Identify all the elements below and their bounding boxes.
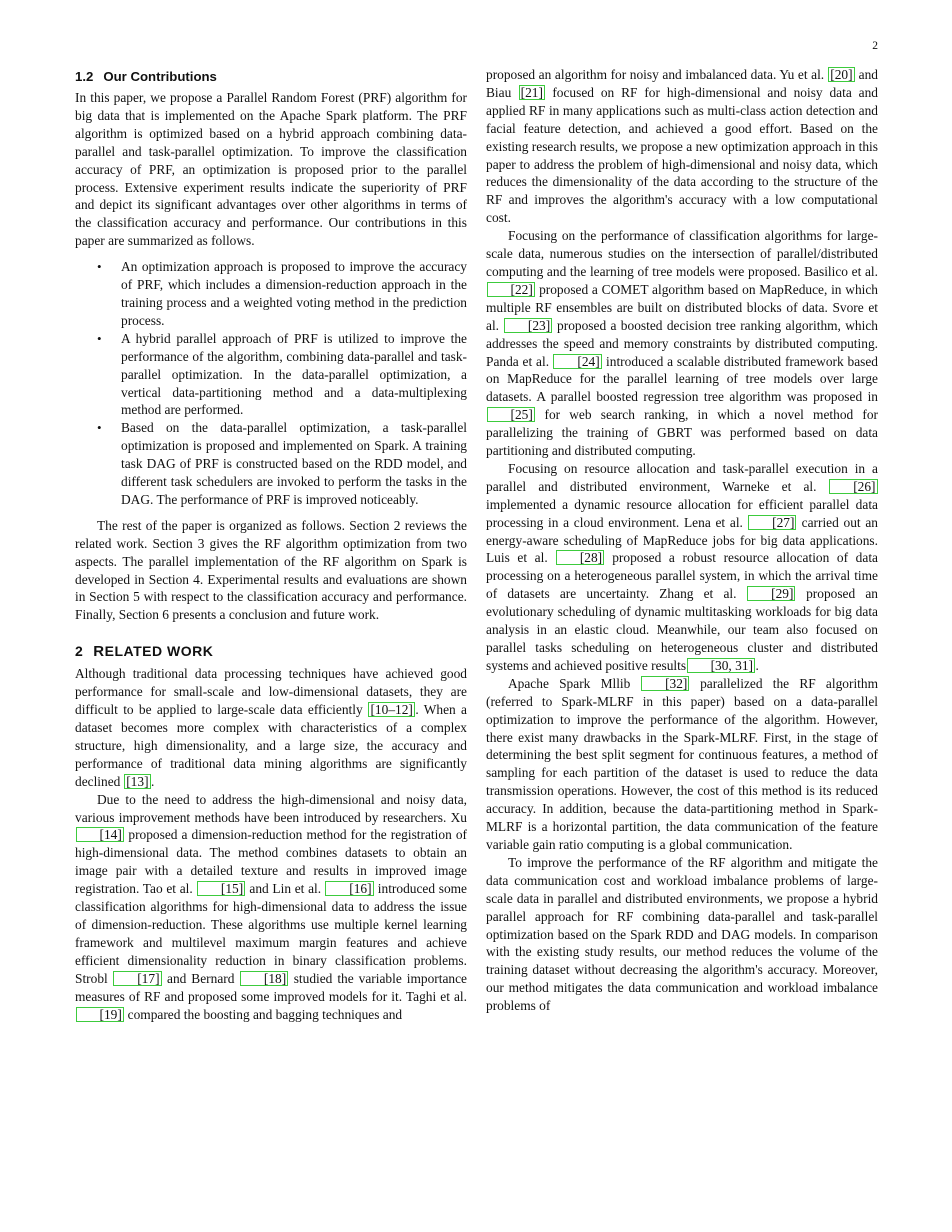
text-run: Due to the need to address the high-dimensional and noisy data, various improvement methods have been introduced by researchers. Xu <box>75 791 467 825</box>
bullet-icon: • <box>97 330 102 346</box>
intro-paragraph: In this paper, we propose a Parallel Random Forest (PRF) algorithm for big data that is implemented on the Apache Spark platform. The PRF algorithm is optimized based on a hybrid approach combining data-parallel and task-parallel optimization. To improve the classification accuracy of PRF, an optimization is proposed prior to the parallel process. Extensive experiment results indicate the superiority of PRF and depict its significant advantages over other algorithms in terms of the classification accuracy and performance. Our contributions in this paper are summarized as follows. <box>75 90 467 249</box>
citation-link[interactable]: [16] <box>325 881 373 896</box>
contribution-text: An optimization approach is proposed to improve the accuracy of PRF, which includes a dimension-reduction approach in the training process and a weighted voting method in the prediction process. <box>121 259 467 328</box>
citation-link[interactable]: [29] <box>747 586 795 601</box>
citation-link[interactable]: [10–12] <box>370 702 413 718</box>
text-run: proposed a COMET algorithm based on MapReduce, in which multiple RF ensembles are built on distributed blocks of data. Svore et al. <box>486 281 878 333</box>
page-number: 2 <box>872 40 878 52</box>
citation-link[interactable]: [17] <box>113 971 161 986</box>
citation-link[interactable]: [14] <box>76 827 124 842</box>
text-run: Apache Spark Mllib <box>508 675 641 691</box>
citation-link[interactable]: [27] <box>748 515 796 530</box>
text-run: proposed an algorithm for noisy and imbalanced data. Yu et al. <box>486 67 828 82</box>
citation-link[interactable]: [21] <box>520 84 543 100</box>
citation-link[interactable]: [30, 31] <box>687 658 755 673</box>
citation-link[interactable]: [32] <box>641 676 689 691</box>
left-column <box>75 66 467 1023</box>
related-work-paragraph <box>75 665 467 790</box>
text-run: . <box>151 773 155 789</box>
subsection-heading <box>75 68 467 85</box>
related-work-paragraph: To improve the performance of the RF algorithm and mitigate the data communication cost and workload imbalance problems of large-scale data in parallel and distributed environments, we propose a hybrid parallel approach for RF combining data-parallel and task-parallel optimization based on the Spark RDD and DAG models. In comparison with the existing study results, our method reduces the volume of the training dataset without decreasing the algorithm's accuracy. Moreover, our method mitigates the data communication and workload imbalance problems of <box>486 854 878 1014</box>
text-run: . When a dataset becomes more complex with characteristics of a complex structure, high dimensionality, and a large size, the accuracy and performance of traditional data mining algorithms are significantly declined <box>75 702 467 789</box>
text-run: parallelized the RF algorithm (referred to Spark-MLRF in this paper) based on a data-parallel optimization to improve the performance of the algorithm. However, there exist many drawbacks in the Spark-MLRF. First, in the stage of determining the best split segment for continuous features, a method of sampling for each partition of the dataset is used to reduce the data transmission operations. However, the cost of this method is its reduced accuracy. In addition, because the data-partitioning method in Spark-MLRF is a horizontal partition, the data communication of the feature variable gain ratio computing is a global communication. <box>486 675 878 852</box>
citation-link[interactable]: [26] <box>829 479 877 494</box>
section-title-first: R <box>93 643 105 661</box>
contribution-item <box>97 419 467 509</box>
text-run: studied the variable importance measures of RF and proposed some improved models for it. Taghi et al. <box>75 970 467 1004</box>
text-run: and Biau <box>486 67 878 100</box>
contribution-text: A hybrid parallel approach of PRF is utilized to improve the performance of the algorithm, combining data-parallel and task-parallel optimization. In the data-parallel optimization, a vertical data-partitioning method and a data-multiplexing method are performed. <box>121 330 467 418</box>
text-run: proposed a robust resource allocation of data processing on a heterogeneous parallel system, in which the arrival time of datasets are uncertainty. Zhang et al. <box>486 550 878 602</box>
bullet-icon: • <box>97 420 102 436</box>
section-heading <box>75 642 467 661</box>
citation-link[interactable]: [15] <box>197 881 245 896</box>
related-work-paragraph <box>486 460 878 675</box>
citation-link[interactable]: [23] <box>504 318 552 333</box>
bullet-icon: • <box>97 259 102 275</box>
text-run: carried out an energy-aware scheduling of MapReduce jobs for big data applications. Luis et al. <box>486 514 878 566</box>
citation-link[interactable]: [20] <box>830 67 853 82</box>
text-run: proposed an evolutionary scheduling of dynamic multitasking workloads for big data analysis in an elastic cloud. Meanwhile, our team also focused on parallel tasks scheduling on heterogeneous cluster and distributed systems and achieved positive results <box>486 586 878 673</box>
subsection-title: Our Contributions <box>103 69 217 84</box>
right-column <box>486 66 878 1015</box>
text-run: . <box>755 657 759 673</box>
related-work-paragraph <box>486 66 878 227</box>
organization-paragraph: The rest of the paper is organized as follows. Section 2 reviews the related work. Section 3 gives the RF algorithm optimization from two aspects. The parallel implementation of the RF algorithm on Spark is developed in Section 4. Experimental results and evaluations are shown in Section 5 with respect to the classification accuracy and performance. Finally, Section 6 presents a conclusion and future work. <box>75 517 467 623</box>
related-work-paragraph <box>75 791 467 1024</box>
text-run: proposed a dimension-reduction method for the registration of high-dimensional data. The method combines datasets to obtain an image pair with a detailed texture and results in improved image registration. Tao et al. <box>75 827 467 897</box>
text-run: Although traditional data processing techniques have achieved good performance for small-scale and low-dimensional datasets, they are difficult to be applied to large-scale data efficiently <box>75 666 467 718</box>
contribution-text: Based on the data-parallel optimization, a task-parallel optimization is proposed and implemented on Spark. A training task DAG of PRF is constructed based on the RDD model, and different task schedulers are invoked to perform the tasks in the DAG. The performance of PRF is improved noticeably. <box>121 420 467 507</box>
text-run: proposed a boosted decision tree ranking algorithm, which addresses the speed and memory constraints by distributed computing. Panda et al. <box>486 317 878 369</box>
section-number: 2 <box>75 643 84 660</box>
citation-link[interactable]: [13] <box>126 773 149 789</box>
citation-link[interactable]: [18] <box>240 971 288 986</box>
contribution-item <box>97 258 467 330</box>
text-run: Focusing on resource allocation and task-parallel execution in a parallel and distributed environment, Warneke et al. <box>486 460 878 494</box>
text-run: and Lin et al. <box>245 881 325 897</box>
related-work-paragraph <box>486 227 878 460</box>
citation-link[interactable]: [25] <box>487 407 535 422</box>
text-run: introduced some classification algorithms for high-dimensional data to address the issue of dimension-reduction. These algorithms use multiple kernel learning framework and multilevel maximum margin features and achieve efficient dimensionality reduction in binary classification problems. Strobl <box>75 881 467 986</box>
section-title-rest: ELATED WORK <box>104 643 214 660</box>
text-run: compared the boosting and bagging techniques and <box>124 1006 403 1022</box>
related-work-paragraph <box>486 675 878 854</box>
text-run: for web search ranking, in which a novel method for parallelizing the training of GBRT was performed based on data partitioning and distributed computing. <box>486 407 878 459</box>
citation-link[interactable]: [19] <box>76 1007 124 1022</box>
text-run: implemented a dynamic resource allocation for efficient parallel data processing in a cloud environment. Lena et al. <box>486 496 878 530</box>
text-run: introduced a scalable distributed framework based on MapReduce for the parallel learning of tree models over large datasets. A parallel boosted regression tree algorithm was proposed in <box>486 353 878 405</box>
text-run: focused on RF for high-dimensional and noisy data and applied RF in many applications such as multi-class action detection and facial feature detection, and achieved a good effort. Based on the existing research results, we propose a new optimization approach in this paper to address the problem of high-dimensional and noisy data, which reduces the dimensionality of the data according to the structure of the RF and improves the algorithm's accuracy with a low computational cost. <box>486 84 878 226</box>
subsection-number: 1.2 <box>75 69 94 84</box>
contribution-item <box>97 330 467 420</box>
contributions-list <box>75 258 467 509</box>
citation-link[interactable]: [28] <box>556 550 604 565</box>
citation-link[interactable]: [24] <box>553 354 601 369</box>
citation-link[interactable]: [22] <box>487 282 535 297</box>
text-run: Focusing on the performance of classification algorithms for large-scale data, numerous studies on the intersection of parallel/distributed computing and the learning of tree models were proposed. Basilico et al. <box>486 228 878 279</box>
text-run: and Bernard <box>162 970 240 986</box>
